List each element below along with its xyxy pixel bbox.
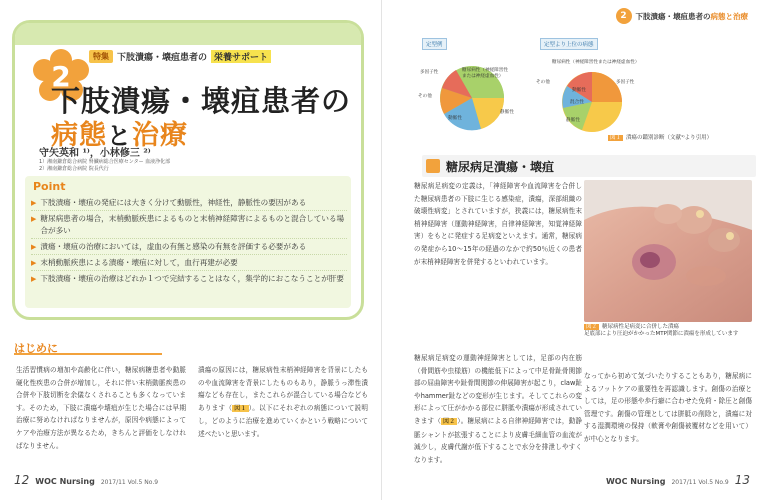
- arrow-icon: ▶: [31, 275, 37, 283]
- point-item: ▶ 下肢潰瘍・壊疽の発症には大きく分けて動脈性，神経性，静脈性の要因がある: [31, 196, 347, 211]
- pie-right-label: 糖尿病性（神経障害性または神経虚血性）: [552, 60, 640, 65]
- page-number-left: 12: [14, 473, 30, 487]
- pie-left-label: その他: [418, 94, 432, 99]
- running-head-badge: 2: [616, 8, 632, 24]
- figure-ref-badge[interactable]: 図１: [234, 404, 247, 412]
- figure-ref-badge[interactable]: 図２: [442, 417, 456, 425]
- series-tag: 特集: [89, 50, 113, 63]
- pie-chart-left: [418, 36, 522, 140]
- affiliations: [39, 159, 170, 173]
- title-box: [12, 20, 364, 320]
- point-item: ▶ 潰瘍・壊疽の治療においては，虚血の有無と感染の有無を評価する必要がある: [31, 240, 347, 255]
- running-head: [616, 8, 749, 24]
- pie-left-label: 多因子性: [420, 70, 439, 75]
- authors: 守矢英和 ¹⁾，小林修三 ²⁾: [39, 148, 151, 159]
- pie-right-label: その他: [536, 80, 550, 85]
- point-list: [31, 196, 347, 287]
- title-word-chiryo: 治療: [132, 120, 188, 151]
- section-column-1: 糖尿病足病変の定義は，「神経障害や血流障害を合併した糖尿病患者の下肢に生じる感染症，潰瘍，深部組織の破壊性病変」とされていますが，狭義には，糖尿病性末梢神経障害（運動神経障害，自律神経障害，知覚神経障害）をもとに発症する足病変といえます。通常，糖尿病の発症から10〜15年の経過のなかで約50％近くの患者が末梢神経障害を併発するといわれています。: [414, 182, 582, 266]
- affiliation-2: 2）湘南鎌倉総合病院 院長代行: [39, 166, 109, 172]
- pie-right-label: 多因子性: [616, 80, 635, 85]
- figure-1-right: [536, 36, 640, 140]
- affiliation-1: 1）湘南鎌倉総合病院 腎臓病総合医療センター 血液浄化部: [39, 159, 171, 165]
- section-column-2: なってから初めて気づいたりすることもあり，糖尿病によるフットケアの重要性を再認識します。創傷の治療としては，足の形態や歩行癖に合わせた免荷・除圧と創傷管理です。創傷の管理としては胼胝の削除と，潰瘍に対する湿潤環境の保持（軟膏や創傷被覆材などを用いて）が中心となります。: [584, 372, 752, 443]
- pie-right-label: 静脈性: [566, 118, 580, 123]
- pie-right-label: 動脈性: [572, 88, 586, 93]
- footer-left: [14, 473, 158, 487]
- intro-column-2: 潰瘍の原因には，糖尿病性末梢神経障害を背景にしたものや血流障害を背景にしたものもあり，静脈うっ滞性潰瘍なども存在し，またこれらが混合している場合などもあります（ 図１ ）。以下にそれぞれの病態について説明し，どのように治療を進めていくかという戦略について述べたいと思います。: [198, 366, 368, 438]
- section-heading: 糖尿病足潰瘍・壊疽: [422, 155, 756, 177]
- section-column-1b: 糖尿病足病変の運動神経障害としては，足部の内在筋（骨間筋や虫様筋）の機能低下によって中足骨趾骨関節部の屈曲障害や趾骨間関節の伸展障害が起こり，claw趾やhammer趾などの変形が生じます。そしてこれらの変形によって圧がかかる部位に胼胝や潰瘍が形成されていきます（ 図２ ）。糖尿病による自律神経障害では，動静脈シャントが拡張することにより皮膚毛細血管の血流が減少し，皮膚代謝が低下することで水分を排泄しやすくなります。: [414, 354, 582, 464]
- journal-issue: 2017/11 Vol.5 No.9: [671, 479, 729, 486]
- photo-caption: 図２ 糖尿病性足病変に合併した潰瘍 足底部により圧迫がかかったMTP関節に潰瘍を形成しています: [584, 324, 739, 337]
- intro-column-1: 生活習慣病の増加や高齢化に伴い，糖尿病糖患者や動脈硬化性疾患の合併が増加し，それに伴い末梢動脈疾患の合併や下肢切断を余儀なくされることも多くなっています。そのため，下肢に潰瘍や壊疽が生じた場合には早期治療に努めなければなりませんが，原因や病態によってケアや治療方法が異なるため，きちんと評価をしなければなりません。: [16, 366, 186, 450]
- pie-right-label: 混合性: [570, 100, 584, 105]
- journal-issue: 2017/11 Vol.5 No.9: [100, 479, 159, 486]
- series-header: [89, 50, 271, 63]
- arrow-icon: ▶: [31, 259, 37, 267]
- arrow-icon: ▶: [31, 215, 37, 223]
- page-number-right: 13: [734, 473, 750, 487]
- article-title-line1: 下肢潰瘍・壊疽患者の: [51, 84, 352, 118]
- point-item: ▶ 糖尿病患者の場合，末梢動脈疾患によるものと末梢神経障害によるものと混合している場合が多い: [31, 212, 347, 239]
- journal-name: WOC Nursing: [35, 477, 95, 486]
- title-word-to: と: [107, 122, 132, 150]
- pie-left-label: 動脈性: [448, 116, 462, 121]
- footer-right: [606, 473, 750, 487]
- figure-1-right-label: 定型より上位の病態: [540, 38, 598, 50]
- figure-1-left-label: 定型例: [422, 38, 447, 50]
- title-word-byotai: 病態: [51, 120, 107, 151]
- point-item: ▶ 下肢潰瘍・壊疽の治療はどれか１つで完結することはなく，集学的におこなうことが肝要: [31, 274, 344, 283]
- point-label: Point: [33, 180, 66, 193]
- point-box: [25, 176, 351, 308]
- arrow-icon: ▶: [31, 199, 37, 207]
- pie-chart-right: [536, 36, 640, 140]
- figure-1-left: [418, 36, 522, 140]
- series-title-2: 栄養サポート: [211, 50, 271, 63]
- figure-1: [418, 36, 644, 142]
- point-item: ▶ 末梢動脈疾患による潰瘍・壊疽に対して，血行再建が必要: [31, 256, 347, 271]
- pie-left-label: 糖尿病性（神経障害性または神経虚血性）: [462, 68, 508, 79]
- section-square-icon: [426, 159, 440, 173]
- series-title-1: 下肢潰瘍・壊疽患者の: [117, 53, 208, 63]
- intro-heading: はじめに: [14, 337, 162, 355]
- foot-ulcer-photo: [584, 180, 752, 322]
- journal-name: WOC Nursing: [605, 477, 666, 486]
- arrow-icon: ▶: [31, 243, 37, 251]
- figure-1-caption: 図１ 潰瘍の鑑別診断（文献¹⁾より引用）: [610, 135, 713, 141]
- series-number: 2: [51, 60, 71, 93]
- pie-left-label: 静脈性: [500, 110, 514, 115]
- running-head-text: 下肢潰瘍・壊疽患者の病態と治療: [635, 11, 748, 21]
